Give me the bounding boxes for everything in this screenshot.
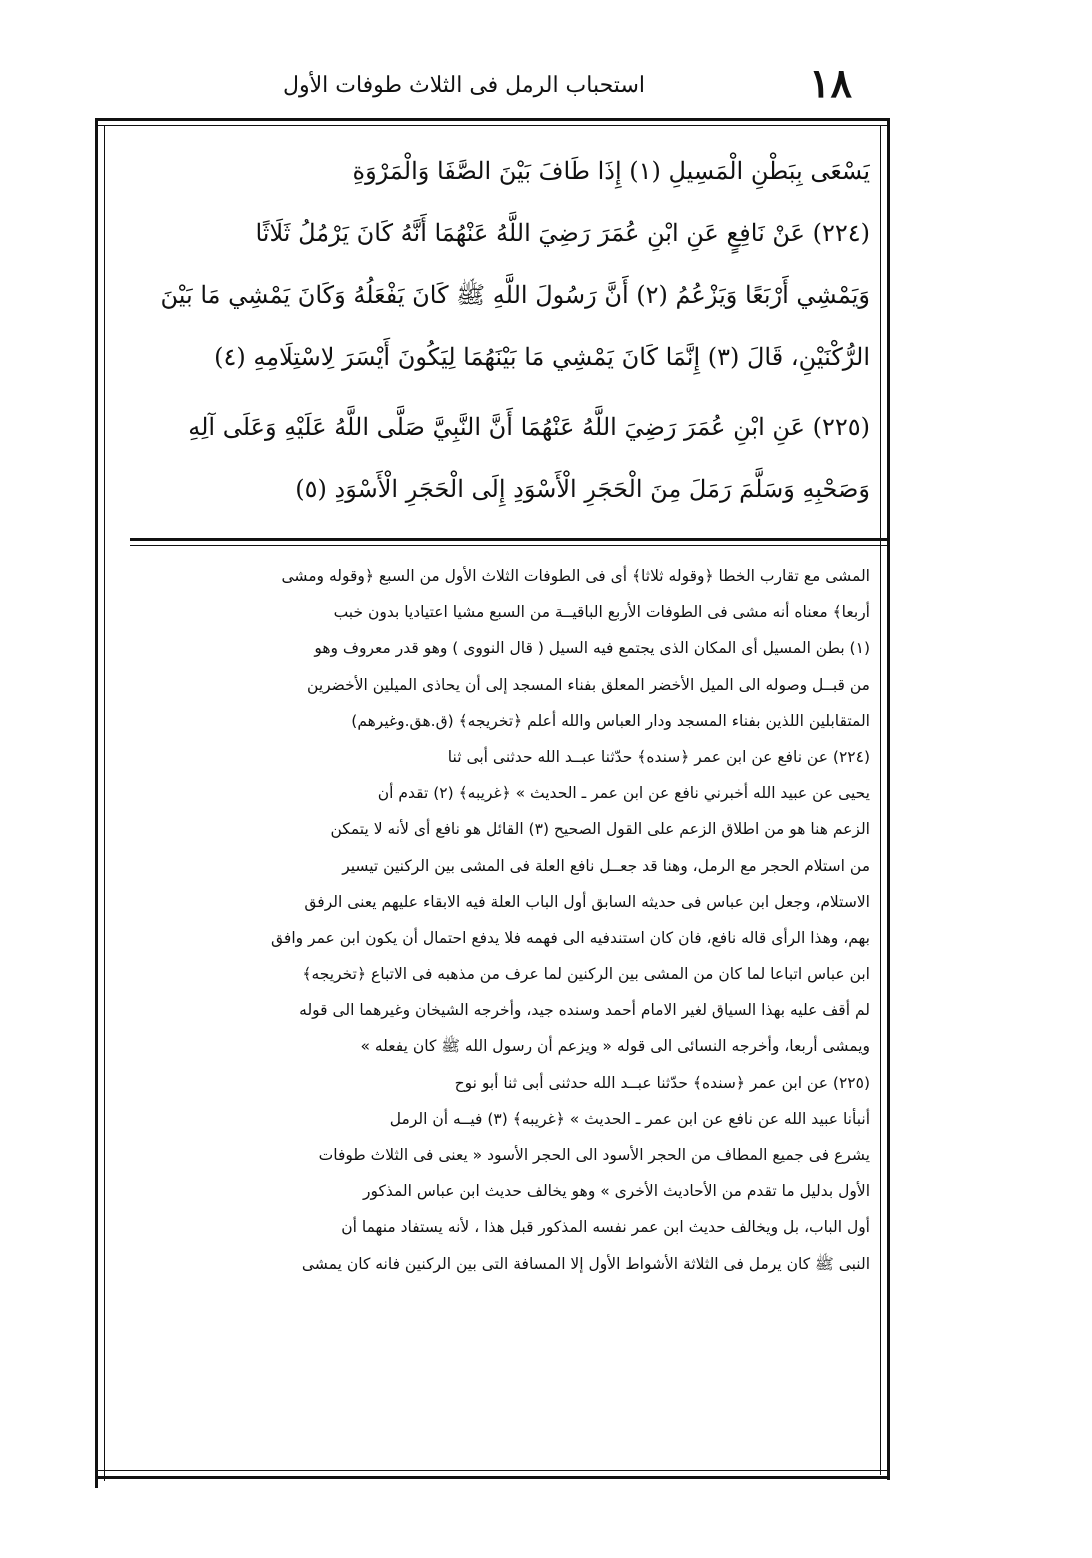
frame-rule-left xyxy=(95,118,98,1488)
section-divider xyxy=(130,538,890,548)
hadith-line: وَيَمْشِي أَرْبَعًا وَيَزْعُمُ (٢) أَنَّ رَسُولَ اللَّهِ ﷺ كَانَ يَفْعَلُهُ وَكَانَ يَمْشِي مَا بَيْنَ xyxy=(160,281,870,309)
hadith-line: وَصَحْبِهِ وَسَلَّمَ رَمَلَ مِنَ الْحَجَرِ الْأَسْوَدِ إِلَى الْحَجَرِ الْأَسْوَدِ (٥) xyxy=(295,475,870,503)
running-title: استحباب الرمل فى الثلاث طوفات الأول xyxy=(282,73,645,98)
commentary-line: ويمشى أربعا، وأخرجه النسائى الى قوله « ويزعم أن رسول الله ﷺ كان يفعله » xyxy=(360,1037,870,1056)
commentary-line: النبى ﷺ كان يرمل فى الثلاثة الأشواط الأول إلا المسافة التى بين الركنين فانه كان يمشى xyxy=(301,1254,870,1273)
commentary-line: الأول بدليل ما تقدم من الأحاديث الأخرى » وهو يخالف حديث ابن عباس المذكور xyxy=(362,1182,870,1201)
hadith-gap xyxy=(110,388,870,396)
commentary-line: من استلام الحجر مع الرمل، وهنا قد جعــل نافع العلة فى المشى بين الركنين تيسير xyxy=(342,856,870,875)
frame-rule-left-inner xyxy=(104,125,105,1481)
commentary-line: يشرع فى جميع المطاف من الحجر الأسود الى الحجر الأسود « يعنى فى الثلاث طوفات xyxy=(318,1146,870,1164)
commentary-text xyxy=(108,558,870,1282)
commentary-line: (٢٢٤) عن نافع عن ابن عمر ﴿سنده﴾ حدّثنا عبــد الله حدثنى أبى ثنا xyxy=(447,747,870,766)
frame-rule-right xyxy=(887,118,890,1480)
hadith-text xyxy=(110,140,870,520)
page-number: ١٨ xyxy=(809,60,852,107)
commentary-line: لم أقف عليه بهذا السياق لغير الامام أحمد وسنده جيد، وأخرجه الشيخان وغيرهما الى قوله xyxy=(299,1001,870,1020)
commentary-line: (١) بطن المسيل أى المكان الذى يجتمع فيه السيل ( قال النووى ) وهو قدر معروف وهو xyxy=(314,639,870,658)
commentary-line: المشى مع تقارب الخطا ﴿وقوله ثلاثا﴾ أى فى الطوفات الثلاث الأول من السبع ﴿وقوله ومشى xyxy=(281,567,870,585)
commentary-line: الاستلام، وجعل ابن عباس فى حديثه السابق أول الباب العلة فيه الابقاء عليهم يعنى الرفق xyxy=(304,892,870,911)
hadith-line: الرُّكْنَيْنِ، قَالَ (٣) إِنَّمَا كَانَ يَمْشِي مَا بَيْنَهُمَا لِيَكُونَ أَيْسَرَ لِاسْتِلَامِهِ (٤) xyxy=(214,343,870,371)
hadith-line: (٢٢٤) عَنْ نَافِعٍ عَنِ ابْنِ عُمَرَ رَضِيَ اللَّهُ عَنْهُمَا أَنَّهُ كَانَ يَرْمُلُ ثَلَاثًا xyxy=(255,219,870,247)
commentary-line: من قبــل وصوله الى الميل الأخضر المعلق بفناء المسجد إلى أن يحاذى الميلين الأخضرين xyxy=(307,675,870,694)
page-header xyxy=(270,62,860,112)
frame-rule-bottom xyxy=(95,1476,890,1479)
commentary-line: المتقابلين اللذين بفناء المسجد ودار العباس والله أعلم ﴿تخريجه﴾ (ق.هق.وغيرهم) xyxy=(351,711,870,730)
commentary-line: يحيى عن عبيد الله أخبرني نافع عن ابن عمر ـ الحديث » ﴿غريبه﴾ (٢) تقدم أن xyxy=(377,784,870,803)
commentary-line: بهم، وهذا الرأى قاله نافع، فان كان استندفيه الى فهمه فلا يدفع احتمال أن يكون ابن عمر وافق xyxy=(270,928,870,947)
hadith-line: (٢٢٥) عَنِ ابْنِ عُمَرَ رَضِيَ اللَّهُ عَنْهُمَا أَنَّ النَّبِيَّ صَلَّى اللَّهُ عَلَيْهِ وَعَلَى آلِهِ xyxy=(188,413,870,441)
hadith-line: يَسْعَى بِبَطْنِ الْمَسِيلِ (١) إِذَا طَافَ بَيْنَ الصَّفَا وَالْمَرْوَةِ xyxy=(352,157,870,185)
frame-rule-top-inner xyxy=(95,125,890,126)
commentary-line: (٢٢٥) عن ابن عمر ﴿سنده﴾ حدّثنا عبــد الله حدثنى أبى ثنا أبو نوح xyxy=(454,1073,870,1092)
frame-rule-bottom-inner xyxy=(95,1470,890,1471)
frame-rule-right-inner xyxy=(880,125,881,1475)
commentary-line: الزعم هنا هو من اطلاق الزعم على القول الصحيح (٣) القائل هو نافع أى لأنه لا يتمكن xyxy=(330,820,870,839)
commentary-line: ابن عباس اتباعا لما كان من المشى بين الركنين لما عرف من مذهبه فى الاتباع ﴿تخريجه﴾ xyxy=(302,965,870,984)
commentary-line: أول الباب، بل ويخالف حديث ابن عمر نفسه المذكور قبل هذا ، لأنه يستفاد منهما أن xyxy=(341,1218,870,1237)
frame-rule-top xyxy=(95,118,890,121)
commentary-line: أربعا﴾ معناه أنه مشى فى الطوفات الأربع الباقيــة من السبع مشيا اعتياديا بدون خبب xyxy=(333,603,870,622)
commentary-line: أنبأنا عبيد الله عن نافع عن ابن عمر ـ الحديث » ﴿غريبه﴾ (٣) فيــه أن الرمل xyxy=(389,1109,870,1128)
